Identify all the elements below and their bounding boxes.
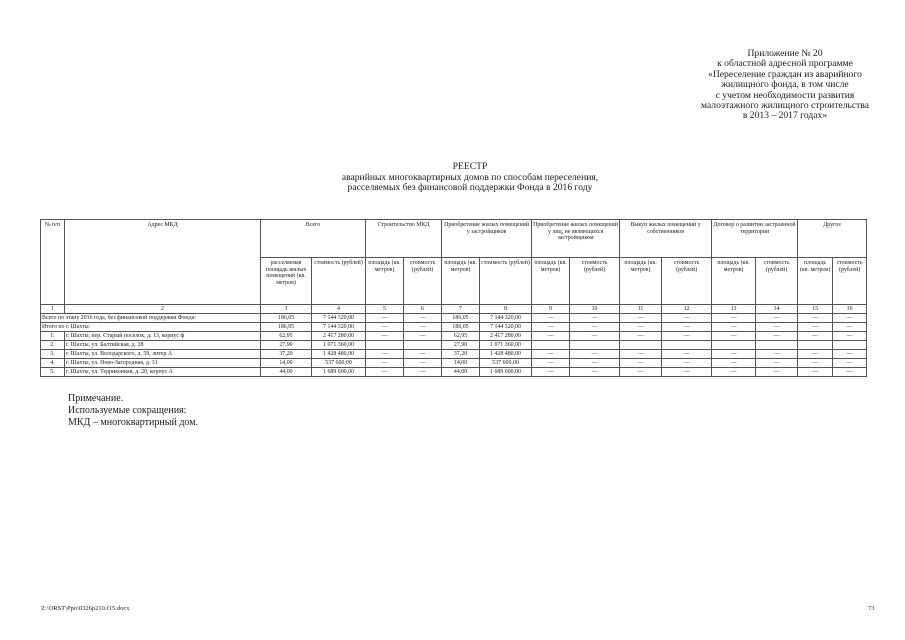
row-address: г. Шахты, ул. Балтийская, д. 28 — [65, 341, 261, 350]
table-cell: — — [712, 350, 756, 359]
table-cell: — — [798, 323, 833, 332]
column-number: 13 — [712, 305, 756, 314]
header-buyout: Выкуп жилых помещений у собственников — [620, 220, 712, 258]
subheader-area: площадь (кв. метров) — [532, 258, 570, 305]
table-row — [41, 368, 867, 377]
column-number: 5 — [366, 305, 404, 314]
table-cell: — — [712, 323, 756, 332]
table-cell: — — [712, 359, 756, 368]
table-cell: — — [798, 314, 833, 323]
table-cell — [662, 341, 712, 350]
row-address: г. Шахты, пер. Старый поселок, д. 13, корпус ф — [65, 332, 261, 341]
row-number: 4. — [41, 359, 65, 368]
table-cell — [366, 341, 404, 350]
column-number: 2 — [65, 305, 261, 314]
table-cell: 1 689 600,00 — [480, 368, 532, 377]
subheader-area: площадь (кв. метров) — [798, 258, 833, 305]
row-number: 5. — [41, 368, 65, 377]
table-cell: — — [404, 368, 442, 377]
note-line: Используемые сокращения: — [68, 405, 187, 416]
table-cell: — — [662, 350, 712, 359]
table-cell: 7 144 320,00 — [480, 323, 532, 332]
table-cell: — — [620, 323, 662, 332]
header-purchase-others: Приобретение жилых помещений у лиц, не являющихся застройщиком — [532, 220, 620, 258]
table-cell: 537 600,00 — [480, 359, 532, 368]
table-cell: 44,00 — [261, 368, 312, 377]
registry-table — [40, 219, 867, 377]
note-line: МКД – многоквартирный дом. — [68, 417, 199, 428]
table-cell: — — [833, 314, 867, 323]
table-cell: — — [404, 323, 442, 332]
table-cell: — — [366, 314, 404, 323]
column-number: 3 — [261, 305, 312, 314]
table-cell: 27,90 — [261, 341, 312, 350]
table-cell: 44,00 — [442, 368, 480, 377]
table-cell: — — [756, 332, 798, 341]
appendix-line: Приложение № 20 — [747, 48, 823, 59]
appendix-line: «Переселение граждан из аварийного — [708, 68, 862, 80]
table-cell: — — [570, 332, 620, 341]
table-cell: — — [366, 368, 404, 377]
column-number: 12 — [662, 305, 712, 314]
table-cell: — — [404, 359, 442, 368]
note-heading: Примечание. — [68, 393, 124, 404]
footer-file-path: Z:\ORST\Ppo\0326p210.f15.docx — [41, 605, 130, 612]
appendix-header — [650, 49, 905, 122]
table-cell: — — [833, 323, 867, 332]
subheader-total-cost: стоимость (рублей) — [312, 258, 366, 305]
table-cell: — — [570, 368, 620, 377]
table-cell: 537 600,00 — [312, 359, 366, 368]
table-cell — [798, 341, 833, 350]
title-line: аварийных многоквартирных домов по способам переселения, — [341, 171, 599, 183]
appendix-line: к областной адресной программе — [717, 58, 853, 70]
table-cell: — — [756, 314, 798, 323]
table-cell: 186,05 — [261, 314, 312, 323]
table-cell: — — [620, 368, 662, 377]
table-cell: — — [404, 332, 442, 341]
table-cell: — — [620, 359, 662, 368]
table-cell: — — [662, 323, 712, 332]
title-line: РЕЕСТР — [452, 161, 488, 172]
table-cell: 62,95 — [442, 332, 480, 341]
table-cell — [620, 341, 662, 350]
subheader-cost: стоимость (рублей) — [480, 258, 532, 305]
subheader-area: площадь (кв. метров) — [366, 258, 404, 305]
table-cell: — — [662, 332, 712, 341]
table-cell: — — [712, 314, 756, 323]
header-total: Всего — [261, 220, 366, 258]
header-construction: Строительство МКД — [366, 220, 442, 258]
header-address: Адрес МКД — [65, 220, 261, 305]
column-number: 15 — [798, 305, 833, 314]
table-row — [41, 332, 867, 341]
table-cell: 1 428 480,00 — [480, 350, 532, 359]
table-cell: — — [620, 332, 662, 341]
column-number: 14 — [756, 305, 798, 314]
header-num: № п/п — [41, 220, 65, 305]
row-label: Итого по г. Шахты: — [41, 323, 261, 332]
row-number: 3. — [41, 350, 65, 359]
registry-title — [260, 162, 680, 194]
table-cell: — — [570, 323, 620, 332]
table-cell: — — [756, 323, 798, 332]
table-cell: 1 071 360,00 — [480, 341, 532, 350]
table-cell: 1 071 360,00 — [312, 341, 366, 350]
notes-section — [68, 393, 198, 429]
table-cell — [833, 341, 867, 350]
table-cell: — — [662, 359, 712, 368]
subheader-area: площадь (кв. метров) — [712, 258, 756, 305]
table-row — [41, 359, 867, 368]
table-cell: — — [756, 350, 798, 359]
subheader-cost: стоимость (рублей) — [756, 258, 798, 305]
table-cell: — — [532, 314, 570, 323]
header-other: Другое — [798, 220, 867, 258]
table-cell: 2 417 280,00 — [312, 332, 366, 341]
header-purchase-builders: Приобретение жилых помещений у застройщиков — [442, 220, 532, 258]
row-address: г. Шахты, ул. Ново-Загородная, д. 31 — [65, 359, 261, 368]
table-cell: — — [532, 368, 570, 377]
table-cell: — — [532, 359, 570, 368]
table-cell — [712, 341, 756, 350]
table-cell: — — [404, 350, 442, 359]
table-cell: — — [570, 314, 620, 323]
table-cell: — — [712, 368, 756, 377]
column-number: 8 — [480, 305, 532, 314]
table-cell: 186,05 — [442, 314, 480, 323]
table-cell: — — [798, 332, 833, 341]
appendix-line: в 2013 – 2017 годах» — [742, 110, 828, 122]
table-cell: 37,20 — [442, 350, 480, 359]
table-cell: 186,05 — [261, 323, 312, 332]
table-cell: 14,00 — [261, 359, 312, 368]
table-cell: — — [833, 359, 867, 368]
table-cell: — — [532, 332, 570, 341]
header-development: Договор о развитии застроенной территории — [712, 220, 798, 258]
table-cell: 7 144 320,00 — [312, 314, 366, 323]
table-cell: 1 689 600,00 — [312, 368, 366, 377]
table-cell: — — [756, 359, 798, 368]
appendix-line: жилищного фонда, в том числе — [721, 79, 849, 91]
table-cell: — — [833, 332, 867, 341]
table-cell: — — [404, 314, 442, 323]
table-cell: — — [662, 314, 712, 323]
table-cell: — — [570, 350, 620, 359]
table-cell: — — [798, 350, 833, 359]
table-cell — [756, 341, 798, 350]
table-cell: — — [712, 332, 756, 341]
table-cell: 14,00 — [442, 359, 480, 368]
table-cell: 186,05 — [442, 323, 480, 332]
table-cell — [570, 341, 620, 350]
table-row-subtotal — [41, 323, 867, 332]
row-address: г. Шахты, ул. Терриконная, д. 20, корпус А — [65, 368, 261, 377]
subheader-area: площадь (кв. метров) — [620, 258, 662, 305]
table-cell: — — [756, 368, 798, 377]
table-cell — [404, 341, 442, 350]
table-cell: — — [366, 350, 404, 359]
table-cell: 2 417 280,00 — [480, 332, 532, 341]
table-cell: — — [532, 350, 570, 359]
subheader-cost: стоимость (рублей) — [662, 258, 712, 305]
column-number: 4 — [312, 305, 366, 314]
table-cell: — — [532, 323, 570, 332]
table-cell: — — [366, 359, 404, 368]
table-cell: — — [662, 368, 712, 377]
subheader-total-area: расселяемая площадь жилых помещений (кв. метров) — [261, 258, 312, 305]
column-number: 6 — [404, 305, 442, 314]
table-cell: — — [833, 350, 867, 359]
subheader-area: площадь (кв. метров) — [442, 258, 480, 305]
title-line: расселяемых без финансовой поддержки Фонда в 2016 году — [347, 182, 593, 194]
table-cell: 37,20 — [261, 350, 312, 359]
subheader-cost: стоимость (рублей) — [570, 258, 620, 305]
row-label: Всего по этапу 2016 года, без финансовой поддержки Фонда: — [41, 314, 261, 323]
table-cell: 62,95 — [261, 332, 312, 341]
table-cell: — — [798, 359, 833, 368]
table-cell: — — [620, 350, 662, 359]
column-number: 1 — [41, 305, 65, 314]
appendix-line: малоэтажного жилищного строительства — [700, 100, 870, 112]
column-number: 11 — [620, 305, 662, 314]
subheader-cost: стоимость (рублей) — [833, 258, 867, 305]
column-number: 16 — [833, 305, 867, 314]
appendix-line: с учетом необходимости развития — [715, 89, 855, 101]
table-cell: — — [798, 368, 833, 377]
column-number: 9 — [532, 305, 570, 314]
table-cell: — — [570, 359, 620, 368]
table-cell — [532, 341, 570, 350]
table-row — [41, 350, 867, 359]
column-number: 7 — [442, 305, 480, 314]
column-number-row — [41, 305, 867, 314]
row-number: 1. — [41, 332, 65, 341]
table-cell: 7 144 320,00 — [480, 314, 532, 323]
column-number: 10 — [570, 305, 620, 314]
table-group-header-row — [41, 220, 867, 258]
page-number: 73 — [868, 605, 875, 612]
table-cell: — — [833, 368, 867, 377]
table-cell: 1 428 480,00 — [312, 350, 366, 359]
subheader-cost: стоимость (рублей) — [404, 258, 442, 305]
row-number: 2. — [41, 341, 65, 350]
table-row-total — [41, 314, 867, 323]
table-cell: — — [620, 314, 662, 323]
row-address: г. Шахты, ул. Володарского, д. 59, литер А — [65, 350, 261, 359]
table-cell: 7 144 320,00 — [312, 323, 366, 332]
table-cell: 27,90 — [442, 341, 480, 350]
table-cell: — — [366, 332, 404, 341]
table-row — [41, 341, 867, 350]
table-cell: — — [366, 323, 404, 332]
